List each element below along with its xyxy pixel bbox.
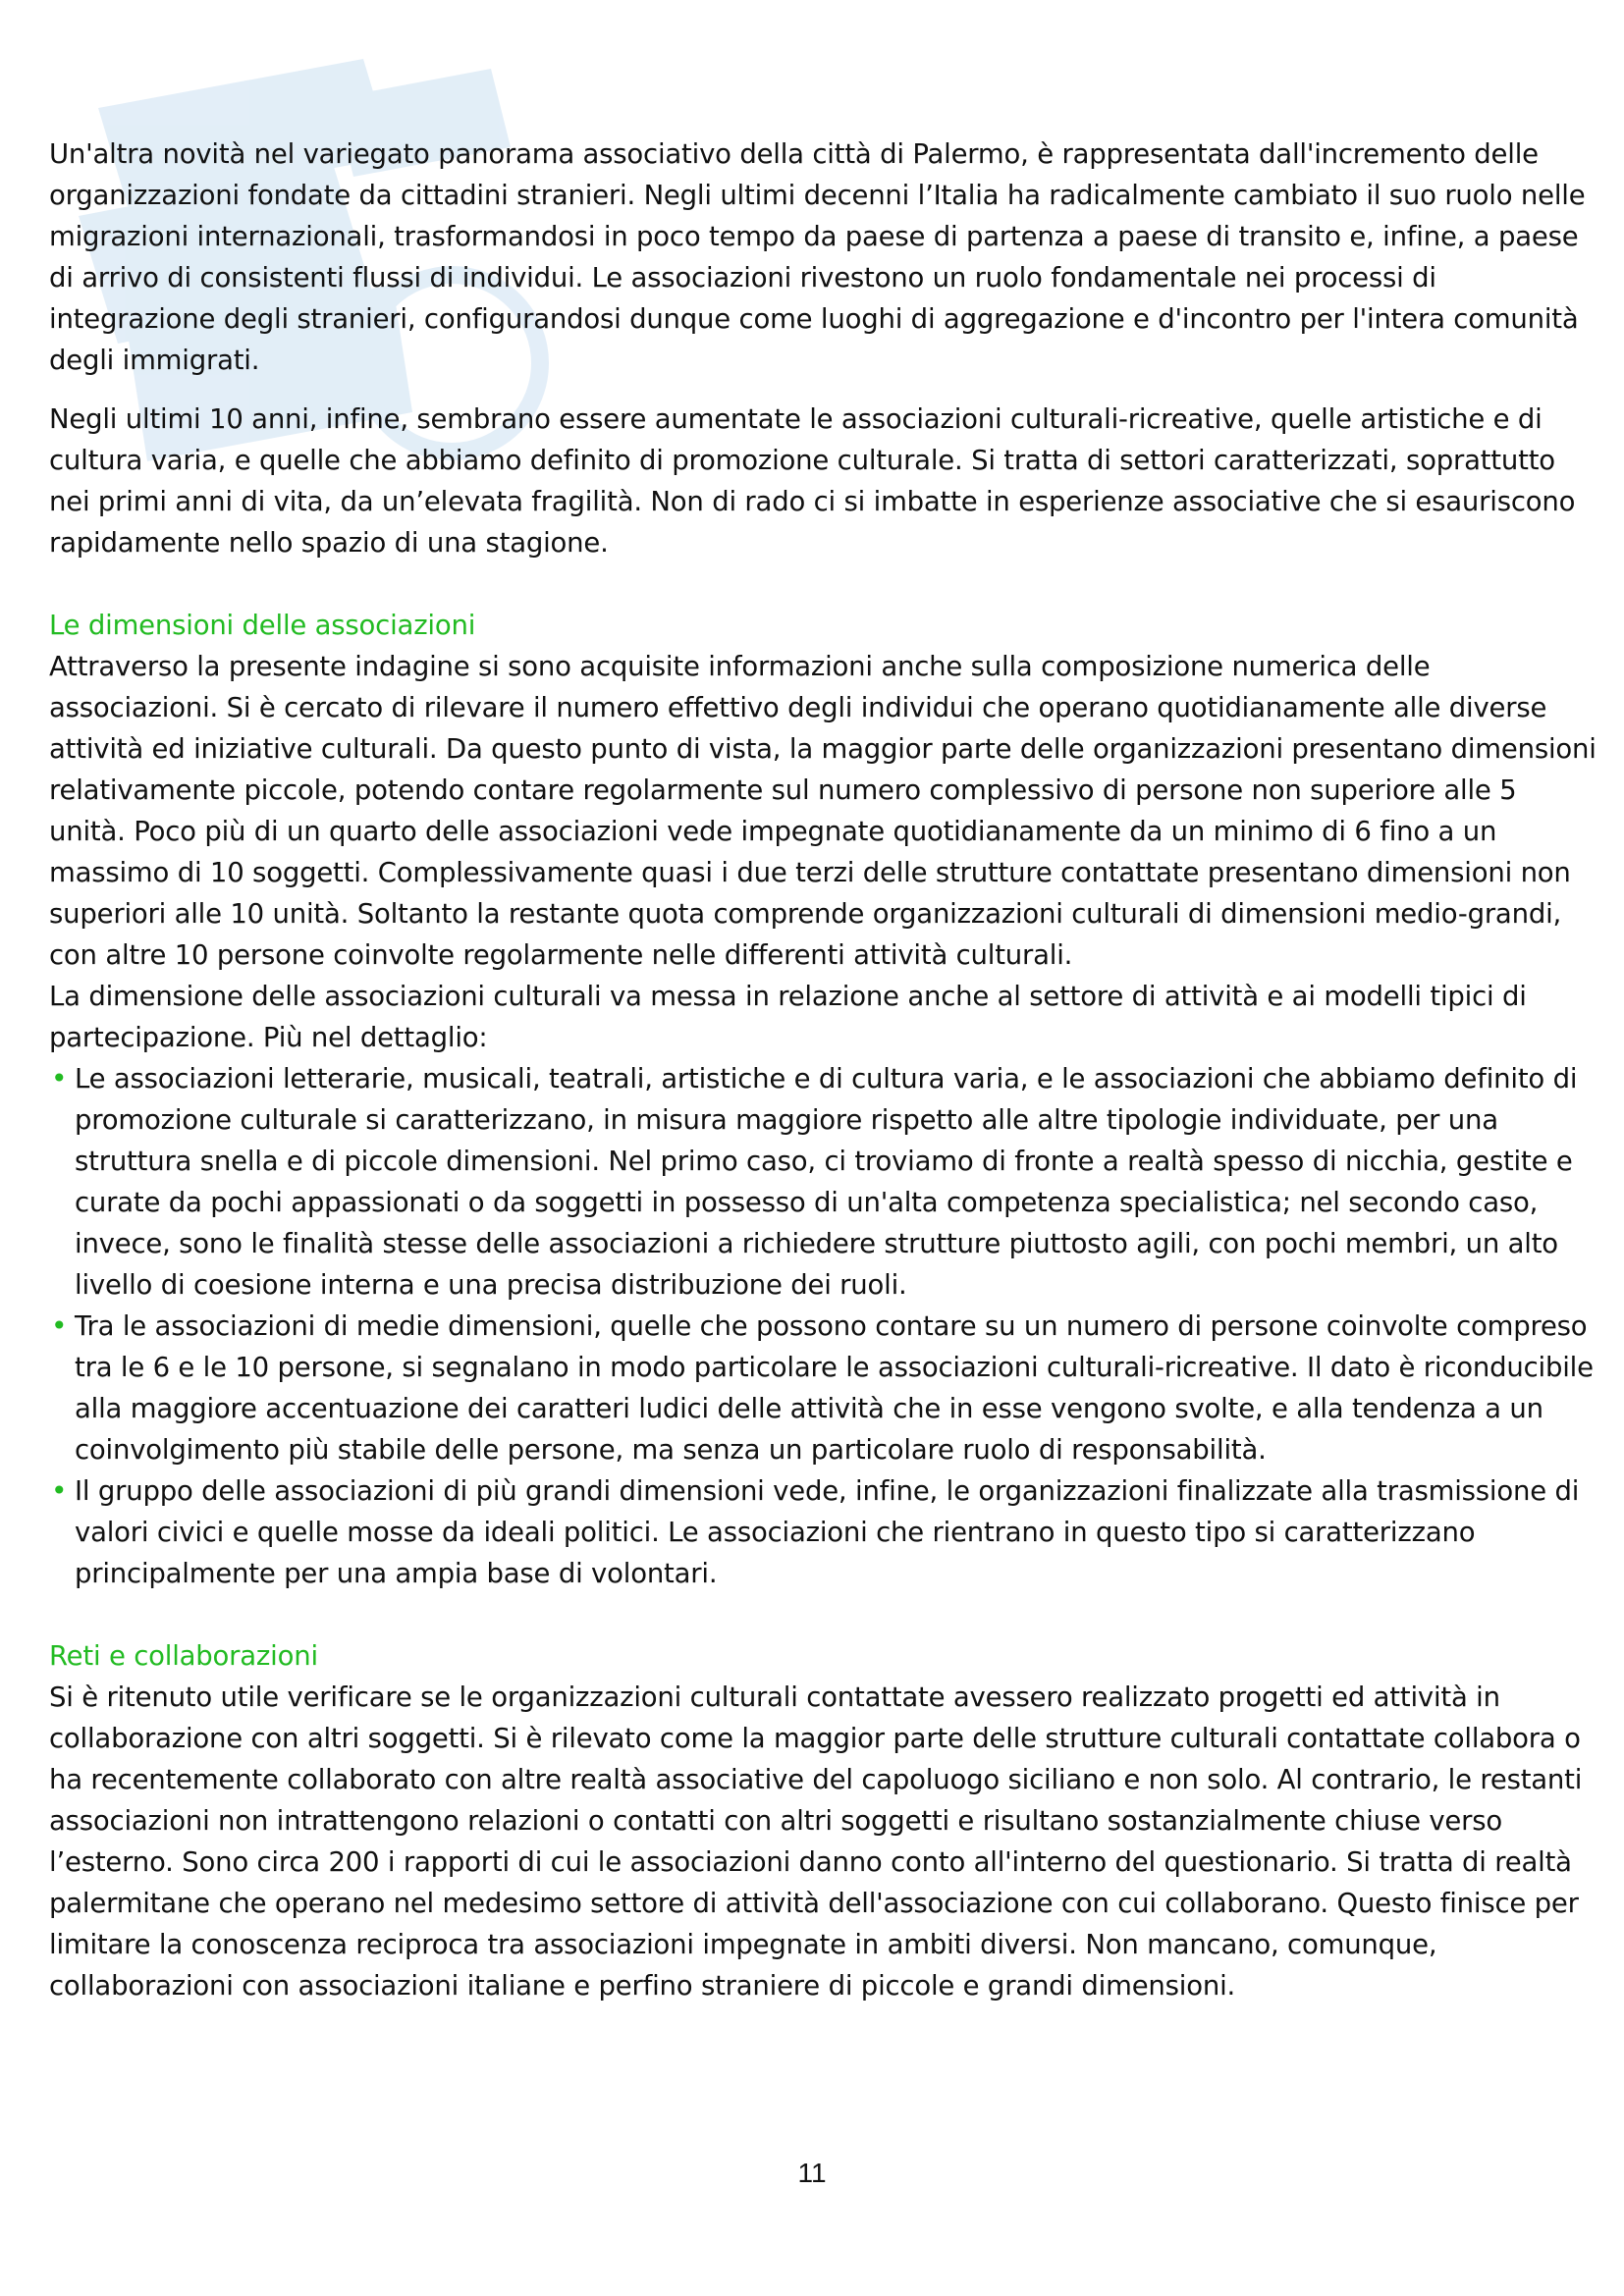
bullet-dot-icon: •: [51, 1474, 68, 1507]
networks-paragraph-1: Si è ritenuto utile verificare se le organizzazioni culturali contattate avessero realizzato progetti ed attività in collaborazione con altri soggetti. Si è rilevato come la maggior parte delle strutture culturali contattate collabora o ha recentemente collaborato con altre realtà associative del capoluogo siciliano e non solo. Al contrario, le restanti associazioni non intrattengono relazioni o contatti con altri soggetti e risultano sostanzialmente chiuse verso l’esterno. Sono circa 200 i rapporti di cui le associazioni danno conto all'interno del questionario. Si tratta di realtà palermitane che operano nel medesimo settore di attività dell'associazione con cui collaborano. Questo finisce per limitare la conoscenza reciproca tra associazioni impegnate in ambiti diversi. Non mancano, comunque, collaborazioni con associazioni italiane e perfino straniere di piccole e grandi dimensioni.: [49, 1682, 1583, 2002]
list-item-text: Le associazioni letterarie, musicali, teatrali, artistiche e di cultura varia, e le associazioni che abbiamo definito di promozione culturale si caratterizzano, in misura maggiore rispetto alle altre tipologie individuate, per una struttura snella e di piccole dimensioni. Nel primo caso, ci troviamo di fronte a realtà spesso di nicchia, gestite e curate da pochi appassionati o da soggetti in possesso di un'alta competenza specialistica; nel secondo caso, invece, sono le finalità stesse delle associazioni a richiedere strutture piuttosto agili, con pochi membri, un alto livello di coesione interna e una precisa distribuzione dei ruoli.: [75, 1063, 1578, 1301]
bullet-dot-icon: •: [51, 1062, 68, 1095]
list-item: [49, 1306, 1600, 1470]
page-number: 11: [797, 2158, 827, 2188]
section-title-networks: Reti e collaborazioni: [49, 1640, 318, 1672]
intro-paragraph-1: Un'altra novità nel variegato panorama associativo della città di Palermo, è rappresentata dall'incremento delle organizzazioni fondate da cittadini stranieri. Negli ultimi decenni l’Italia ha radicalmente cambiato il suo ruolo nelle migrazioni internazionali, trasformandosi in poco tempo da paese di partenza a paese di transito e, infine, a paese di arrivo di consistenti flussi di individui. Le associazioni rivestono un ruolo fondamentale nei processi di integrazione degli stranieri, configurandosi dunque come luoghi di aggregazione e d'incontro per l'intera comunità degli immigrati.: [49, 138, 1586, 376]
document-body: [49, 133, 1600, 2006]
list-item: [49, 1058, 1600, 1306]
list-item-text: Tra le associazioni di medie dimensioni, quelle che possono contare su un numero di persone coinvolte compreso tra le 6 e le 10 persone, si segnalano in modo particolare le associazioni culturali-ricreative. Il dato è riconducibile alla maggiore accentuazione dei caratteri ludici delle attività che in esse vengono svolte, e alla tendenza a un coinvolgimento più stabile delle persone, ma senza un particolare ruolo di responsabilità.: [75, 1310, 1594, 1466]
dimensions-paragraph-2: La dimensione delle associazioni culturali va messa in relazione anche al settore di attività e ai modelli tipici di partecipazione. Più nel dettaglio:: [49, 981, 1527, 1053]
bullet-dot-icon: •: [51, 1309, 68, 1342]
list-item: [49, 1470, 1600, 1594]
list-item-text: Il gruppo delle associazioni di più grandi dimensioni vede, infine, le organizzazioni finalizzate alla trasmissione di valori civici e quelle mosse da ideali politici. Le associazioni che rientrano in questo tipo si caratterizzano principalmente per una ampia base di volontari.: [75, 1475, 1580, 1589]
intro-paragraph-2: Negli ultimi 10 anni, infine, sembrano essere aumentate le associazioni culturali-ricreative, quelle artistiche e di cultura varia, e quelle che abbiamo definito di promozione culturale. Si tratta di settori caratterizzati, soprattutto nei primi anni di vita, da un’elevata fragilità. Non di rado ci si imbatte in esperienze associative che si esauriscono rapidamente nello spazio di una stagione.: [49, 403, 1576, 559]
section-title-dimensions: Le dimensioni delle associazioni: [49, 610, 476, 641]
dimensions-bullet-list: [49, 1058, 1600, 1594]
dimensions-paragraph-1: Attraverso la presente indagine si sono acquisite informazioni anche sulla composizione numerica delle associazioni. Si è cercato di rilevare il numero effettivo degli individui che operano quotidianamente alle diverse attività ed iniziative culturali. Da questo punto di vista, la maggior parte delle organizzazioni presentano dimensioni relativamente piccole, potendo contare regolarmente sul numero complessivo di persone non superiore alle 5 unità. Poco più di un quarto delle associazioni vede impegnate quotidianamente da un minimo di 6 fino a un massimo di 10 soggetti. Complessivamente quasi i due terzi delle strutture contattate presentano dimensioni non superiori alle 10 unità. Soltanto la restante quota comprende organizzazioni culturali di dimensioni medio-grandi, con altre 10 persone coinvolte regolarmente nelle differenti attività culturali.: [49, 651, 1597, 971]
